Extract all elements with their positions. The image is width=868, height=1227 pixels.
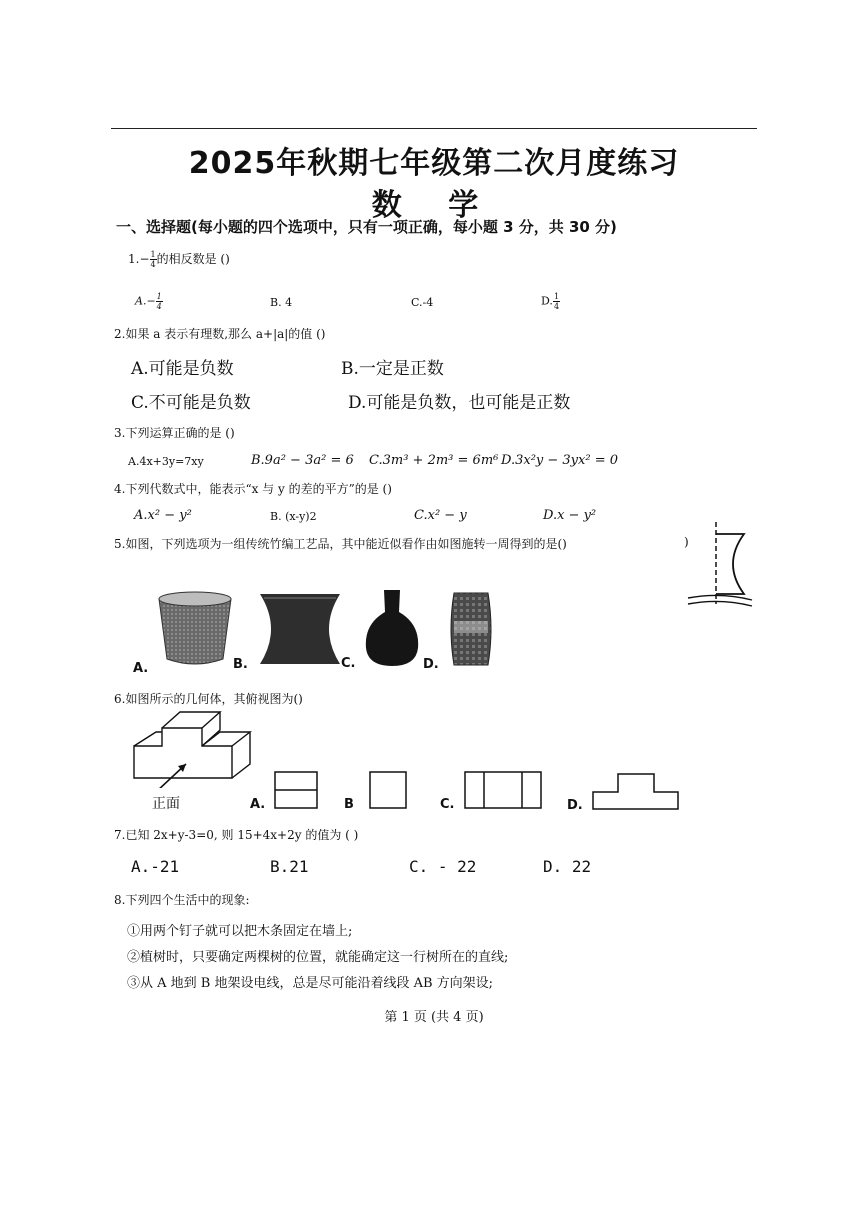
- rotation-arrow-lower: [688, 601, 752, 606]
- question-2-stem: 2.如果 a 表示有理数,那么 a+|a|的值 (): [114, 327, 326, 341]
- q5-label-b: B.: [233, 657, 248, 672]
- solid-figure: [128, 706, 258, 788]
- q1-option-a-prefix: A.−: [135, 294, 156, 308]
- q2-option-c[interactable]: C.不可能是负数: [131, 393, 251, 413]
- q6-c-outer: [465, 772, 541, 808]
- solid-left-top: [134, 732, 162, 746]
- q5-paren: ): [684, 535, 689, 549]
- question-7-stem: 7.已知 2x+y-3=0, 则 15+4x+2y 的值为 ( ): [114, 828, 359, 842]
- q6-d-outline: [593, 774, 678, 809]
- solid-mid-top: [162, 712, 220, 728]
- q6-option-b-figure[interactable]: [369, 771, 407, 809]
- q4-option-c[interactable]: C.x² − y: [414, 508, 467, 523]
- q1-option-a-fraction: [156, 292, 163, 311]
- q1-d-num: 1: [553, 292, 560, 301]
- q1-minus: −: [139, 252, 150, 266]
- solid-mid-side: [202, 712, 220, 746]
- section-heading: 一、选择题(每小题的四个选项中，只有一项正确，每小题 3 分，共 30 分): [116, 218, 617, 236]
- q2-option-b[interactable]: B.一定是正数: [341, 359, 444, 379]
- q1-number: 1.: [128, 252, 140, 266]
- rotation-arrow-upper: [688, 595, 752, 600]
- q2-option-a[interactable]: A.可能是负数: [131, 359, 234, 379]
- q8-item-1: ①用两个钉子就可以把木条固定在墙上;: [127, 924, 353, 939]
- vase-c-body: [366, 590, 418, 666]
- q1-d-den: 4: [553, 302, 560, 311]
- q4-option-a[interactable]: A.x² − y²: [134, 508, 192, 523]
- q3-option-d[interactable]: D.3x²y − 3yx² = 0: [501, 453, 618, 468]
- q1-a-num: 1: [156, 292, 162, 301]
- q5-label-c: C.: [341, 656, 356, 671]
- q6-option-d-figure[interactable]: [592, 772, 680, 810]
- q6-label-d: D.: [567, 798, 583, 813]
- q1-option-c[interactable]: C.-4: [411, 296, 434, 309]
- q6-label-b: B: [344, 797, 354, 812]
- q7-option-d[interactable]: D. 22: [543, 857, 592, 876]
- q5-label-d: D.: [423, 657, 439, 672]
- question-4-stem: 4.下列代数式中，能表示“x 与 y 的差的平方”的是 (): [114, 482, 392, 496]
- exam-title: 2025年秋期七年级第二次月度练习: [188, 146, 680, 181]
- basket-d-band: [454, 621, 488, 633]
- q3-option-a[interactable]: A.4x+3y=7xy: [128, 455, 204, 468]
- basket-b-body: [260, 594, 340, 664]
- q6-label-a: A.: [250, 797, 266, 812]
- q4-option-d[interactable]: D.x − y²: [543, 508, 597, 523]
- front-view-label: 正面: [152, 796, 180, 812]
- basket-a-rim: [159, 592, 231, 606]
- question-6-stem: 6.如图所示的几何体，其俯视图为(): [114, 692, 303, 706]
- q6-option-a-figure[interactable]: [274, 771, 318, 809]
- question-5-stem: 5.如图，下列选项为一组传统竹编工艺品，其中能近似看作由如图施转一周得到的是(): [114, 537, 567, 551]
- question-3-stem: 3.下列运算正确的是 (): [114, 426, 235, 440]
- q2-option-d[interactable]: D.可能是负数，也可能是正数: [348, 393, 571, 413]
- q8-item-3: ③从 A 地到 B 地架设电线，总是尽可能沿着线段 AB 方向架设;: [127, 976, 494, 991]
- top-rule: [111, 128, 757, 129]
- q6-option-c-figure[interactable]: [464, 771, 542, 809]
- question-8-stem: 8.下列四个生活中的现象:: [114, 893, 250, 907]
- q8-item-2: ②植树时，只要确定两棵树的位置，就能确定这一行树所在的直线;: [127, 950, 509, 965]
- q1-a-den: 4: [156, 302, 162, 311]
- q1-stem-text: 的相反数是 (): [156, 252, 230, 266]
- q1-frac-num: 1: [150, 250, 156, 259]
- q5-label-a: A.: [133, 661, 149, 676]
- q7-option-b[interactable]: B.21: [270, 857, 309, 876]
- q3-option-b[interactable]: B.9a² − 3a² = 6: [251, 453, 354, 468]
- question-1-stem: [128, 250, 230, 269]
- q7-option-c[interactable]: C. - 22: [409, 857, 477, 876]
- basket-a-image[interactable]: [155, 589, 235, 669]
- rotation-profile: [716, 534, 744, 594]
- q4-option-b[interactable]: B. (x-y)2: [270, 510, 317, 523]
- q3-option-c[interactable]: C.3m³ + 2m³ = 6m⁶: [369, 453, 499, 468]
- q1-option-a[interactable]: [135, 292, 163, 311]
- vase-c-image[interactable]: [362, 588, 422, 668]
- q1-option-d-prefix: D.: [541, 294, 553, 308]
- q6-b-outer: [370, 772, 406, 808]
- rotation-figure: [684, 518, 756, 610]
- subject-title: 数 学: [371, 188, 497, 223]
- page-footer: 第 1 页 (共 4 页): [384, 1010, 484, 1025]
- q6-label-c: C.: [440, 797, 455, 812]
- q1-fraction: [150, 250, 157, 269]
- basket-d-image[interactable]: [448, 591, 494, 667]
- basket-b-image[interactable]: [258, 590, 342, 668]
- q7-option-a[interactable]: A.-21: [131, 857, 180, 876]
- q1-option-b[interactable]: B. 4: [270, 296, 293, 309]
- q1-frac-den: 4: [150, 260, 156, 269]
- q1-option-d-fraction: [553, 292, 560, 311]
- q1-option-d[interactable]: [541, 292, 560, 311]
